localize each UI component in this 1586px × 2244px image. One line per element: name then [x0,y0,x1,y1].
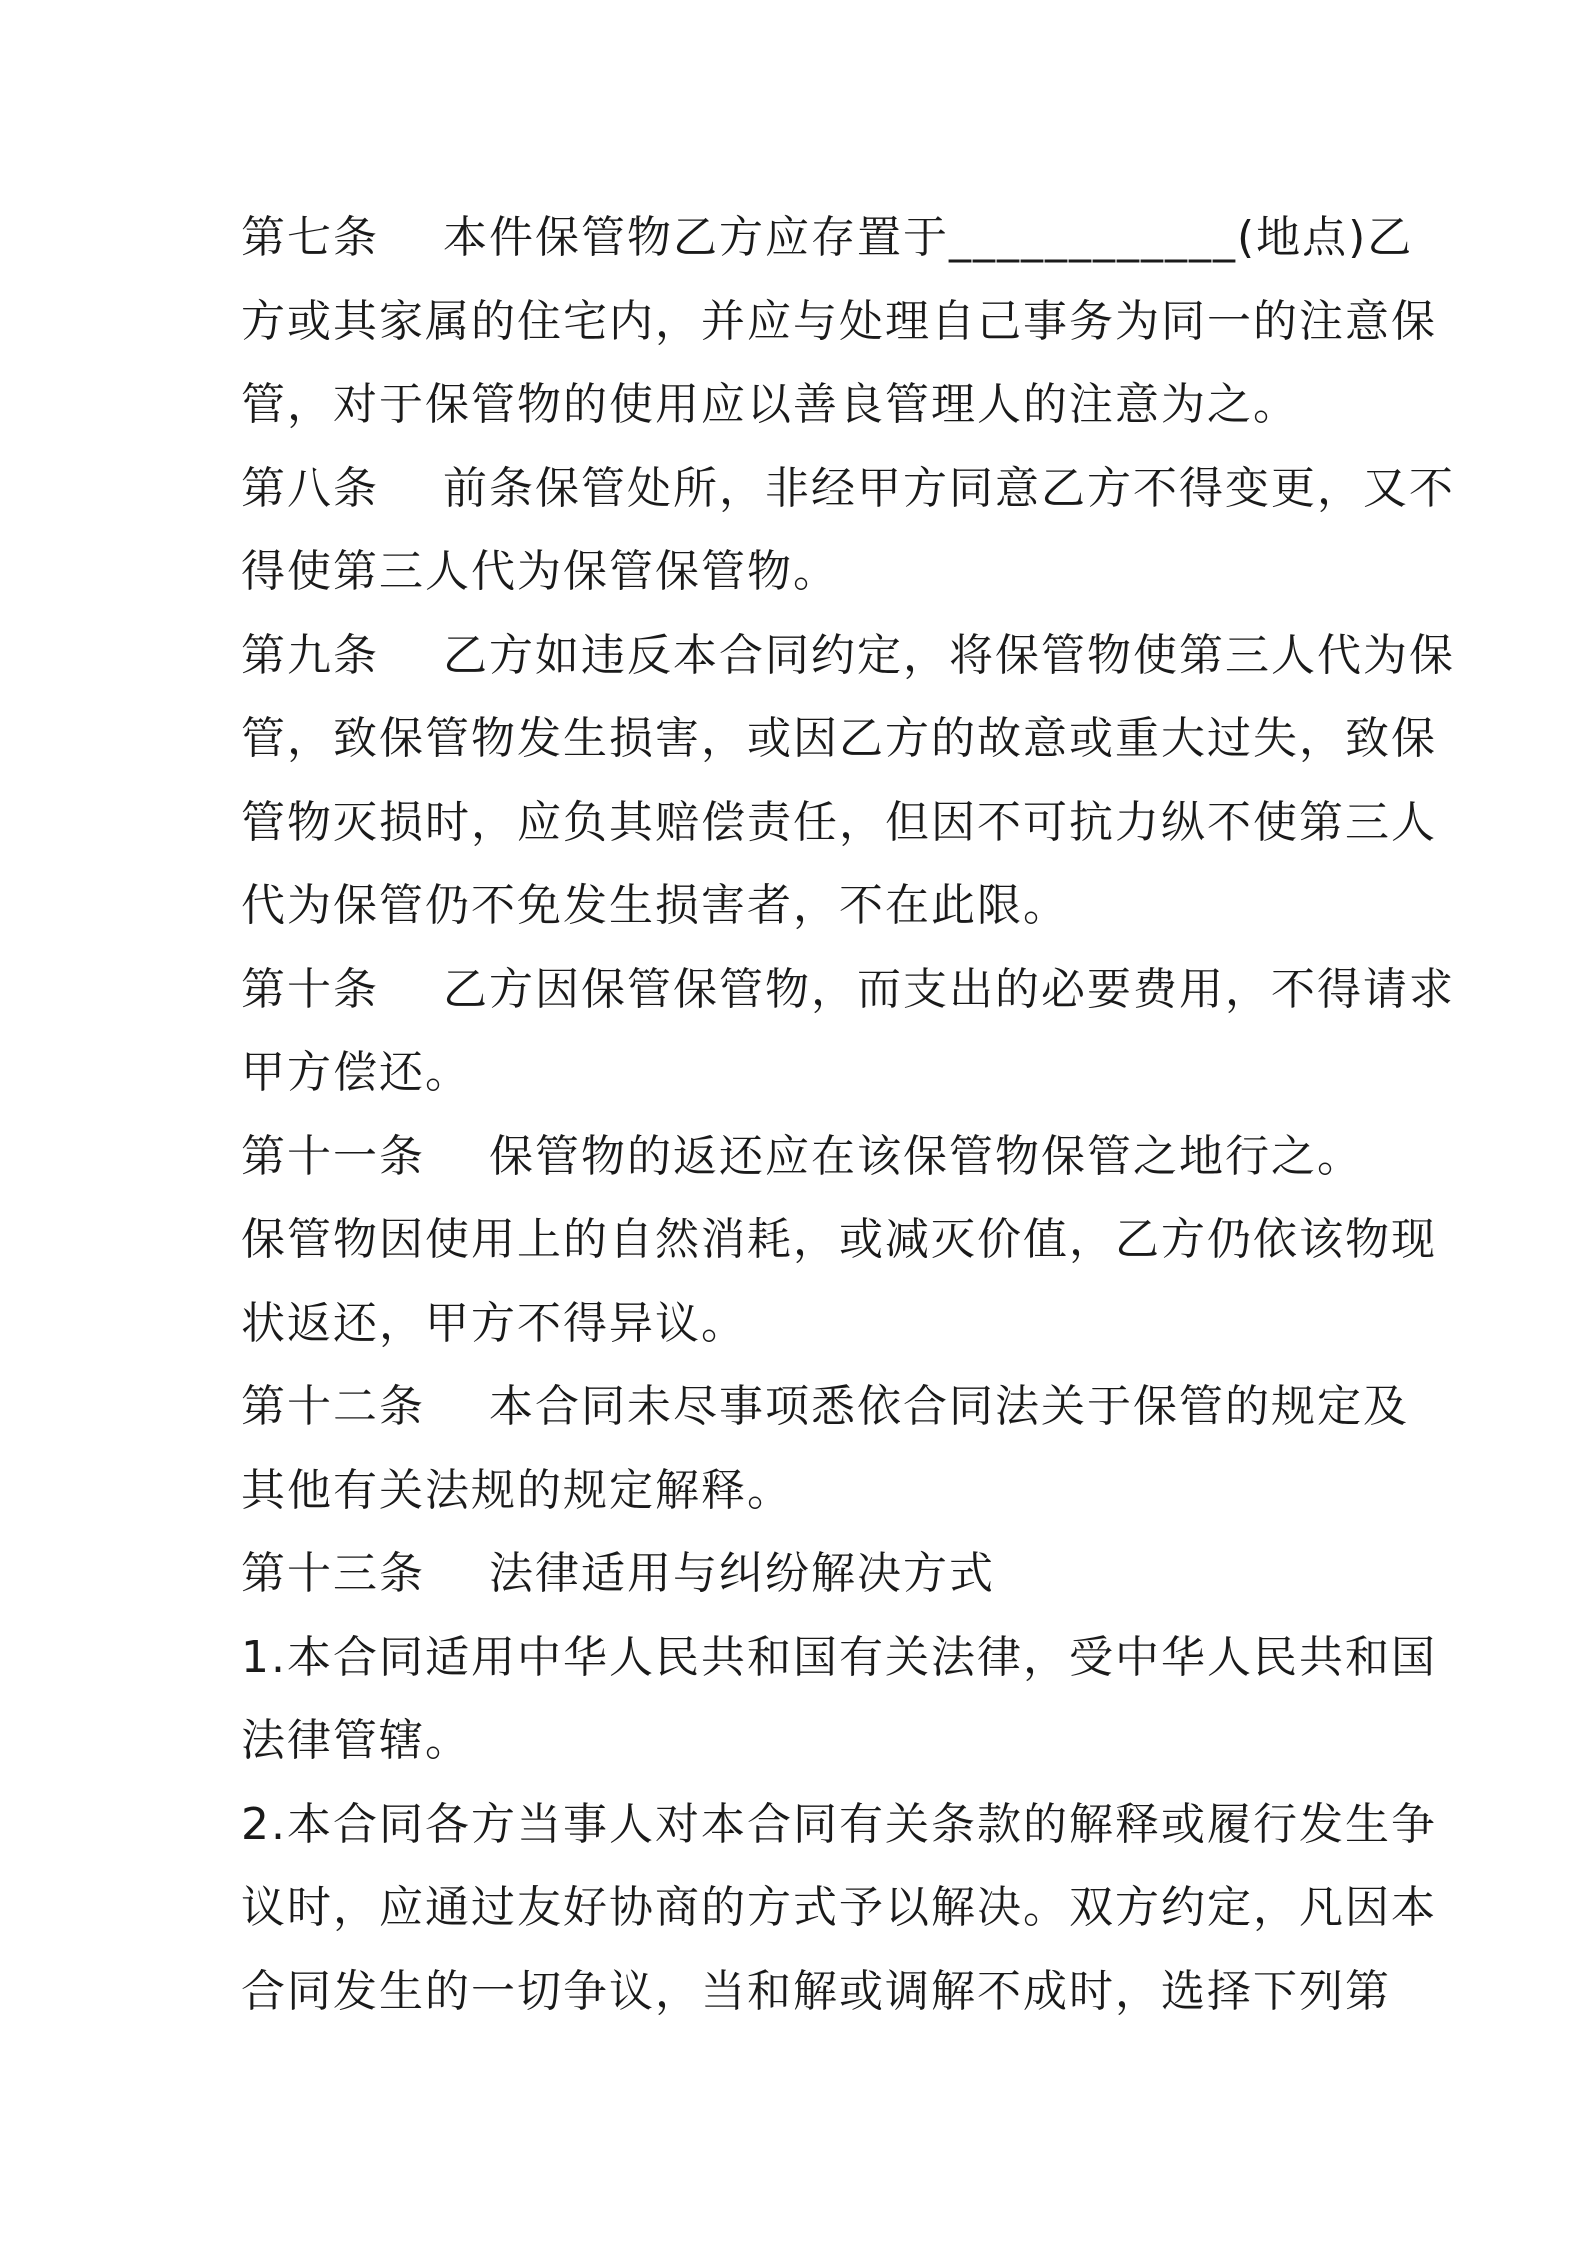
text-line: 第十三条 法律适用与纠纷解决方式 [241,1548,995,1599]
text-line: 得使第三人代为保管保管物。 [241,546,839,597]
contract-body [241,196,1455,2033]
text-line: 管，对于保管物的使用应以善良管理人的注意为之。 [241,379,1299,430]
text-line: 1.本合同适用中华人民共和国有关法律，受中华人民共和国 [241,1631,1437,1683]
text-line: 方或其家属的住宅内，并应与处理自己事务为同一的注意保 [241,295,1437,347]
text-line: 2.本合同各方当事人对本合同有关条款的解释或履行发生争 [241,1798,1437,1850]
text-line: 甲方偿还。 [241,1047,471,1098]
text-line: 其他有关法规的规定解释。 [241,1464,793,1516]
text-line: 第十二条 本合同未尽事项悉依合同法关于保管的规定及 [241,1381,1409,1432]
text-line: 合同发生的一切争议，当和解或调解不成时，选择下列第 [241,1965,1391,2017]
text-line: 第八条 前条保管处所，非经甲方同意乙方不得变更，又不 [241,462,1455,514]
text-line: 第九条 乙方如违反本合同约定，将保管物使第三人代为保 [241,629,1455,681]
text-line: 代为保管仍不免发生损害者，不在此限。 [241,880,1069,931]
text-line: 第十一条 保管物的返还应在该保管物保管之地行之。 [241,1130,1363,1182]
text-line: 状返还，甲方不得异议。 [241,1297,747,1349]
text-line: 第十条 乙方因保管保管物，而支出的必要费用，不得请求 [241,963,1455,1015]
text-line: 第七条 本件保管物乙方应存置于____________(地点)乙 [241,212,1414,263]
text-line: 保管物因使用上的自然消耗，或减灭价值，乙方仍依该物现 [241,1214,1437,1265]
text-line: 法律管辖。 [241,1715,471,1766]
text-line: 管，致保管物发生损害，或因乙方的故意或重大过失，致保 [241,713,1437,764]
text-line: 议时，应通过友好协商的方式予以解决。双方约定，凡因本 [241,1882,1437,1933]
text-line: 管物灭损时，应负其赔偿责任，但因不可抗力纵不使第三人 [241,796,1437,848]
